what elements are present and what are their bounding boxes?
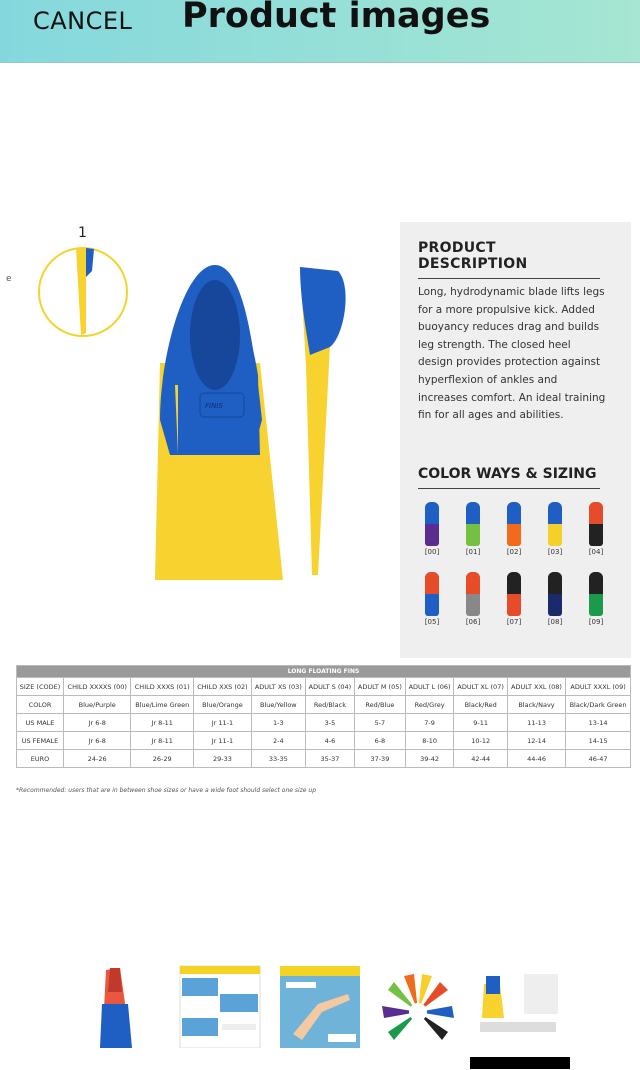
table-cell: Red/Blue: [355, 696, 406, 714]
thumb-color-wheel[interactable]: [376, 964, 460, 1048]
table-cell: 4-6: [305, 732, 354, 750]
description-heading: PRODUCT DESCRIPTION: [418, 240, 600, 279]
mini-fin-icon: [425, 572, 439, 616]
mini-fin-icon: [548, 502, 562, 546]
table-cell: 33-35: [251, 750, 305, 768]
cancel-button[interactable]: CANCEL: [33, 7, 133, 35]
mini-fin-icon: [589, 502, 603, 546]
mini-fin-icon: [548, 572, 562, 616]
page-title: Product images: [182, 0, 491, 36]
mini-fin-icon: [507, 502, 521, 546]
table-cell: Blue/Lime Green: [131, 696, 194, 714]
colorway-item: [496, 572, 532, 626]
colorway-item: [578, 572, 614, 626]
table-cell: Blue/Yellow: [251, 696, 305, 714]
table-cell: Black/Dark Green: [566, 696, 631, 714]
colorway-item: [414, 572, 450, 626]
table-cell: 5-7: [355, 714, 406, 732]
table-cell: 9-11: [454, 714, 507, 732]
mini-fin-icon: [466, 502, 480, 546]
table-cell: Jr 11-1: [194, 714, 252, 732]
table-cell: ADULT S (04): [305, 678, 354, 696]
table-cell: 14-15: [566, 732, 631, 750]
thumb-fin-red-blue[interactable]: [90, 964, 174, 1048]
row-header-cell: COLOR: [17, 696, 64, 714]
table-cell: ADULT M (05): [355, 678, 406, 696]
colorway-code: [06]: [465, 618, 481, 626]
table-row: [17, 750, 631, 768]
colorway-code: [00]: [424, 548, 440, 556]
table-cell: CHILD XXXXS (00): [64, 678, 131, 696]
table-row: [17, 732, 631, 750]
thumb-swimmer-photo[interactable]: [278, 964, 362, 1048]
table-cell: 7-9: [405, 714, 454, 732]
colorway-item: [496, 502, 532, 556]
table-cell: 8-10: [405, 732, 454, 750]
callout-fin-edge: [76, 248, 86, 335]
row-header-cell: SIZE (CODE): [17, 678, 64, 696]
table-cell: Blue/Orange: [194, 696, 252, 714]
table-row: [17, 714, 631, 732]
table-cell: 13-14: [566, 714, 631, 732]
colorway-code: [09]: [588, 618, 604, 626]
table-cell: CHILD XXS (02): [194, 678, 252, 696]
table-row: [17, 696, 631, 714]
table-cell: 42-44: [454, 750, 507, 768]
colorway-item: [537, 572, 573, 626]
colorway-item: [537, 502, 573, 556]
table-cell: ADULT L (06): [405, 678, 454, 696]
colorway-item: [455, 572, 491, 626]
table-cell: 46-47: [566, 750, 631, 768]
table-cell: Blue/Purple: [64, 696, 131, 714]
colorway-code: [03]: [547, 548, 563, 556]
table-cell: ADULT XL (07): [454, 678, 507, 696]
table-cell: ADULT XXL (08): [507, 678, 565, 696]
mini-fin-icon: [507, 572, 521, 616]
table-cell: 26-29: [131, 750, 194, 768]
table-title: LONG FLOATING FINS: [17, 666, 631, 678]
cropped-label: e: [6, 274, 12, 284]
table-cell: 24-26: [64, 750, 131, 768]
table-cell: 1-3: [251, 714, 305, 732]
table-cell: Jr 8-11: [131, 714, 194, 732]
row-header-cell: EURO: [17, 750, 64, 768]
description-text: Long, hydrodynamic blade lifts legs for a more propulsive kick. Added buoyancy reduces drag and builds leg strength. The closed heel design provides protection against hyperflexion of ankles and increases comfort. An ideal training fin for all ages and abilities.: [418, 286, 606, 422]
colorway-code: [01]: [465, 548, 481, 556]
sizing-note: *Recommended: users that are in between shoe sizes or have a wide foot should select one size up: [16, 787, 316, 794]
table-cell: 37-39: [355, 750, 406, 768]
table-cell: Black/Navy: [507, 696, 565, 714]
mini-fin-icon: [589, 572, 603, 616]
table-cell: Red/Black: [305, 696, 354, 714]
colorways-heading: COLOR WAYS & SIZING: [418, 466, 600, 489]
colorway-code: [04]: [588, 548, 604, 556]
table-cell: ADULT XS (03): [251, 678, 305, 696]
colorway-code: [05]: [424, 618, 440, 626]
table-cell: 35-37: [305, 750, 354, 768]
row-header-cell: US FEMALE: [17, 732, 64, 750]
table-cell: Jr 6-8: [64, 714, 131, 732]
selected-indicator: [470, 1057, 570, 1069]
thumb-spec-sheet[interactable]: [476, 964, 560, 1048]
table-cell: 39-42: [405, 750, 454, 768]
table-cell: 6-8: [355, 732, 406, 750]
table-cell: 44-46: [507, 750, 565, 768]
mini-fin-icon: [466, 572, 480, 616]
mini-fin-icon: [425, 502, 439, 546]
fin-foot-opening: [190, 280, 240, 390]
table-cell: Jr 6-8: [64, 732, 131, 750]
colorway-code: [07]: [506, 618, 522, 626]
table-cell: Red/Grey: [405, 696, 454, 714]
table-cell: CHILD XXXS (01): [131, 678, 194, 696]
thumbnail-strip: [0, 960, 640, 1070]
callout-number: 1: [78, 225, 87, 241]
colorway-code: [02]: [506, 548, 522, 556]
colorway-item: [414, 502, 450, 556]
thumb-swim-infographic[interactable]: [178, 964, 262, 1048]
sizing-table: [16, 665, 631, 768]
table-cell: 10-12: [454, 732, 507, 750]
header-bar: [0, 0, 640, 63]
colorway-item: [578, 502, 614, 556]
table-cell: 11-13: [507, 714, 565, 732]
colorway-code: [08]: [547, 618, 563, 626]
table-cell: 12-14: [507, 732, 565, 750]
table-cell: Jr 8-11: [131, 732, 194, 750]
table-cell: ADULT XXXL (09): [566, 678, 631, 696]
row-header-cell: US MALE: [17, 714, 64, 732]
fin-logo: FINIS: [205, 402, 223, 410]
table-cell: Jr 11-1: [194, 732, 252, 750]
colorway-item: [455, 502, 491, 556]
table-row: [17, 678, 631, 696]
table-cell: 2-4: [251, 732, 305, 750]
table-cell: Black/Red: [454, 696, 507, 714]
table-cell: 29-33: [194, 750, 252, 768]
table-cell: 3-5: [305, 714, 354, 732]
description-panel: [400, 222, 631, 658]
